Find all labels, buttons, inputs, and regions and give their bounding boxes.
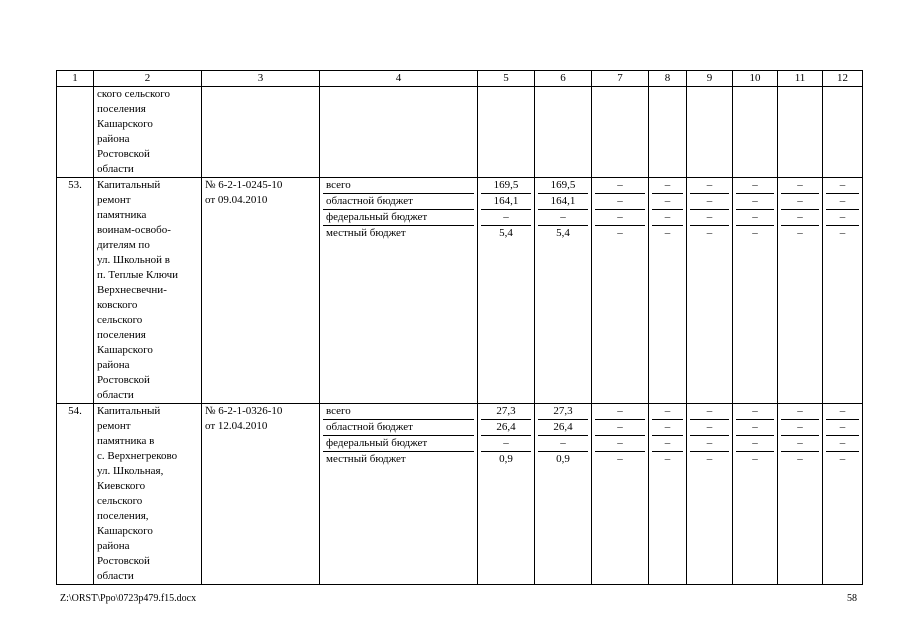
value-col-10: – (736, 178, 774, 194)
value-col-11-cell (778, 404, 823, 585)
value-col-5: 5,4 (499, 227, 513, 239)
value-col-7: – (595, 404, 645, 420)
budget-source: федеральный бюджет (323, 210, 474, 226)
col-header-12: 12 (823, 71, 863, 87)
object-name: Капитальный ремонт памятника в с. Верхнегреково ул. Школьная, Киевского сельского поселения, Кашарского района Ростовской области (94, 404, 202, 585)
value-col-6-cell (535, 178, 592, 404)
document-ref: № 6-2-1-0245-10 от 09.04.2010 (202, 178, 320, 404)
value-col-5: 0,9 (499, 453, 513, 465)
col-header-5: 5 (478, 71, 535, 87)
value-col-5: 27,3 (481, 404, 531, 420)
value-col-5: 164,1 (481, 194, 531, 210)
col-header-6: 6 (535, 71, 592, 87)
table-row (57, 178, 863, 404)
value-col-11: – (781, 404, 819, 420)
value-col-5: – (481, 436, 531, 452)
value-col-9: – (706, 453, 713, 465)
value-col-6: – (538, 436, 588, 452)
col-header-1: 1 (57, 71, 94, 87)
value-col-12: – (826, 210, 859, 226)
value-col-10: – (752, 453, 758, 465)
value-col-9: – (690, 178, 729, 194)
header-row (57, 71, 863, 87)
value-col-10: – (736, 436, 774, 452)
value-col-6-cell (535, 404, 592, 585)
value-col-8: – (664, 453, 671, 465)
value-col-10: – (736, 420, 774, 436)
value-col-10: – (736, 210, 774, 226)
value-col-9-cell (687, 178, 733, 404)
value-col-7: – (595, 436, 645, 452)
budget-source: местный бюджет (326, 227, 406, 239)
value-col-11: – (797, 227, 803, 239)
value-col-8: – (652, 436, 683, 452)
value-col-11: – (781, 194, 819, 210)
value-col-10-cell (733, 178, 778, 404)
value-col-12-cell (823, 404, 863, 585)
value-col-5-cell (478, 178, 535, 404)
col-header-4: 4 (320, 71, 478, 87)
value-col-11: – (781, 178, 819, 194)
object-name: Капитальный ремонт памятника воинам-освобо- дителям по ул. Школьной в п. Теплые Ключи Верхнесвечни- ковского сельского поселения Кашарского района Ростовской области (94, 178, 202, 404)
value-col-5: – (481, 210, 531, 226)
document-ref: № 6-2-1-0326-10 от 12.04.2010 (202, 404, 320, 585)
budget-source: федеральный бюджет (323, 436, 474, 452)
row-number: 53. (57, 178, 94, 404)
value-col-6: 27,3 (538, 404, 588, 420)
value-col-8: – (652, 210, 683, 226)
col-header-10: 10 (733, 71, 778, 87)
col-header-9: 9 (687, 71, 733, 87)
budget-table (56, 70, 863, 585)
value-col-8: – (652, 404, 683, 420)
value-col-11: – (781, 210, 819, 226)
value-col-6: 164,1 (538, 194, 588, 210)
value-col-6: 5,4 (556, 227, 570, 239)
value-col-7: – (617, 453, 623, 465)
footer-file-path: Z:\ORST\Ppo\0723p479.f15.docx (60, 593, 197, 604)
value-col-8: – (652, 194, 683, 210)
value-col-6: – (538, 210, 588, 226)
col-header-3: 3 (202, 71, 320, 87)
value-col-8: – (664, 227, 671, 239)
col-header-11: 11 (778, 71, 823, 87)
budget-source-cell (320, 178, 478, 404)
value-col-12: – (839, 453, 846, 465)
value-col-10: – (736, 194, 774, 210)
value-col-7: – (595, 194, 645, 210)
value-col-8-cell (649, 404, 687, 585)
value-col-7-cell (592, 404, 649, 585)
value-col-11: – (781, 420, 819, 436)
value-col-9: – (690, 420, 729, 436)
value-col-8: – (652, 420, 683, 436)
budget-source: областной бюджет (323, 420, 474, 436)
budget-source: всего (323, 404, 474, 420)
value-col-9: – (690, 436, 729, 452)
budget-source: областной бюджет (323, 194, 474, 210)
col-header-7: 7 (592, 71, 649, 87)
value-col-7: – (595, 420, 645, 436)
value-col-6: 0,9 (556, 453, 570, 465)
value-col-10-cell (733, 404, 778, 585)
budget-source: всего (323, 178, 474, 194)
value-col-9: – (690, 210, 729, 226)
value-col-9: – (690, 404, 729, 420)
value-col-9-cell (687, 404, 733, 585)
value-col-9: – (706, 227, 713, 239)
continuation-row (57, 87, 863, 178)
value-col-7-cell (592, 178, 649, 404)
value-col-11-cell (778, 178, 823, 404)
value-col-8-cell (649, 178, 687, 404)
value-col-12: – (826, 420, 859, 436)
value-col-12: – (826, 178, 859, 194)
value-col-7: – (595, 178, 645, 194)
value-col-7: – (617, 227, 623, 239)
value-col-8: – (652, 178, 683, 194)
continuation-name: ского сельского поселения Кашарского района Ростовской области (94, 87, 202, 178)
value-col-9: – (690, 194, 729, 210)
footer-page-number: 58 (847, 593, 857, 604)
value-col-5: 26,4 (481, 420, 531, 436)
value-col-11: – (797, 453, 803, 465)
value-col-11: – (781, 436, 819, 452)
col-header-2: 2 (94, 71, 202, 87)
value-col-10: – (752, 227, 758, 239)
value-col-10: – (736, 404, 774, 420)
value-col-5: 169,5 (481, 178, 531, 194)
value-col-12: – (826, 436, 859, 452)
budget-source-cell (320, 404, 478, 585)
budget-source: местный бюджет (326, 453, 406, 465)
value-col-6: 26,4 (538, 420, 588, 436)
value-col-6: 169,5 (538, 178, 588, 194)
col-header-8: 8 (649, 71, 687, 87)
table-row (57, 404, 863, 585)
value-col-12-cell (823, 178, 863, 404)
value-col-5-cell (478, 404, 535, 585)
value-col-7: – (595, 210, 645, 226)
value-col-12: – (839, 227, 846, 239)
value-col-12: – (826, 404, 859, 420)
value-col-12: – (826, 194, 859, 210)
row-number: 54. (57, 404, 94, 585)
